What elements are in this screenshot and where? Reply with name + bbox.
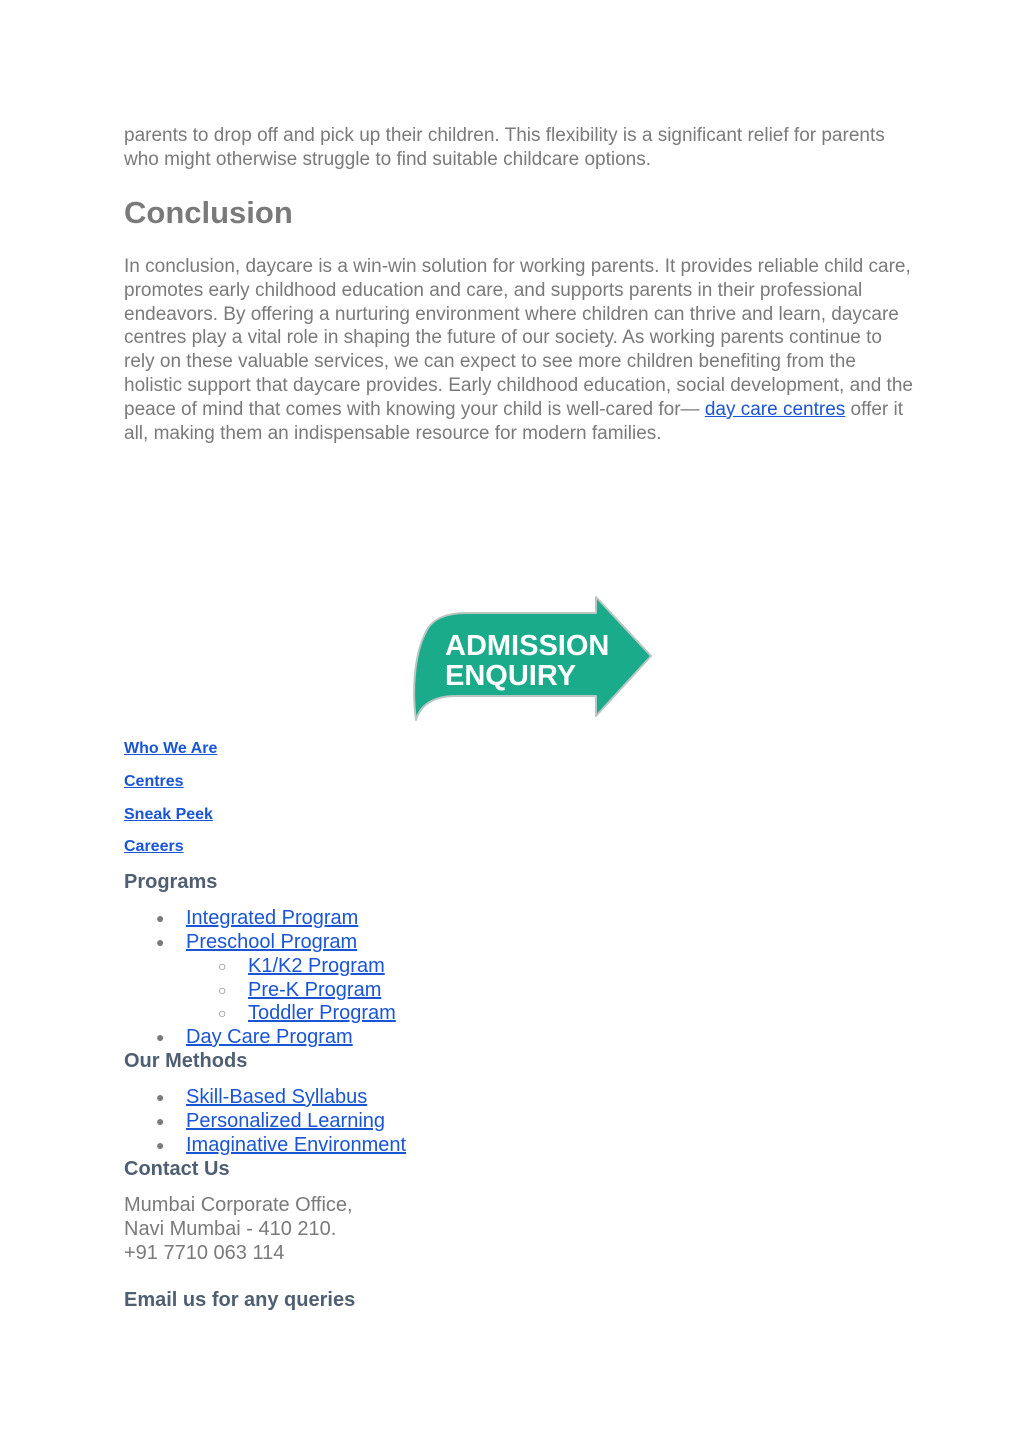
bullet-icon: ● bbox=[156, 1089, 165, 1105]
bullet-icon: ● bbox=[156, 910, 165, 926]
address-line-1: Mumbai Corporate Office, bbox=[124, 1194, 353, 1216]
centres-link[interactable]: Centres bbox=[124, 773, 184, 790]
pre-k-program-link[interactable]: Pre-K Program bbox=[248, 979, 382, 1001]
intro-paragraph: parents to drop off and pick up their children. This flexibility is a significant relief for parents who might otherwise struggle to find suitable childcare options. bbox=[124, 125, 885, 170]
day-care-program-link[interactable]: Day Care Program bbox=[186, 1026, 353, 1048]
our-methods-heading: Our Methods bbox=[124, 1050, 248, 1072]
day-care-centres-link[interactable]: day care centres bbox=[704, 398, 846, 420]
contact-address bbox=[124, 1193, 353, 1265]
conclusion-paragraph bbox=[124, 255, 914, 445]
bullet-icon: ● bbox=[156, 934, 165, 950]
careers-link[interactable]: Careers bbox=[124, 838, 184, 855]
programs-heading: Programs bbox=[124, 871, 218, 893]
bullet-icon: ● bbox=[156, 1113, 165, 1129]
circle-bullet-icon: ○ bbox=[218, 1005, 227, 1021]
admission-enquiry-banner[interactable] bbox=[410, 596, 655, 722]
who-we-are-link[interactable]: Who We Are bbox=[124, 740, 218, 757]
address-line-2: Navi Mumbai - 410 210. bbox=[124, 1218, 337, 1240]
toddler-program-link[interactable]: Toddler Program bbox=[248, 1002, 396, 1024]
skill-based-syllabus-link[interactable]: Skill-Based Syllabus bbox=[186, 1086, 368, 1108]
conclusion-text-end: offer it all, making them an indispensable resource for modern families. bbox=[124, 398, 904, 444]
bullet-icon: ● bbox=[156, 1029, 165, 1045]
admission-text: ADMISSION bbox=[445, 630, 610, 662]
bullet-icon: ● bbox=[156, 1137, 165, 1153]
conclusion-heading: Conclusion bbox=[124, 195, 293, 230]
personalized-learning-link[interactable]: Personalized Learning bbox=[186, 1110, 386, 1132]
k1-k2-program-link[interactable]: K1/K2 Program bbox=[248, 955, 385, 977]
sneak-peek-link[interactable]: Sneak Peek bbox=[124, 806, 213, 823]
contact-us-heading: Contact Us bbox=[124, 1158, 230, 1180]
imaginative-environment-link[interactable]: Imaginative Environment bbox=[186, 1134, 407, 1156]
enquiry-text: ENQUIRY bbox=[445, 660, 577, 692]
preschool-program-link[interactable]: Preschool Program bbox=[186, 931, 358, 953]
email-queries-heading: Email us for any queries bbox=[124, 1289, 356, 1311]
conclusion-text-start: In conclusion, daycare is a win-win solution for working parents. It provides reliable child care, promotes early childhood education and care, and supports parents in their professional endeavors. By offering a nurturing environment where children can thrive and learn, daycare centres play a vital role in shaping the future of our society. As working parents continue to rely on these valuable services, we can expect to see more children benefiting from the holistic support that daycare provides. Early childhood education, social development, and the peace of mind that comes with knowing your child is well-cared for— bbox=[124, 256, 913, 420]
circle-bullet-icon: ○ bbox=[218, 958, 227, 974]
integrated-program-link[interactable]: Integrated Program bbox=[186, 907, 359, 929]
circle-bullet-icon: ○ bbox=[218, 982, 227, 998]
phone-number: +91 7710 063 114 bbox=[124, 1242, 285, 1264]
